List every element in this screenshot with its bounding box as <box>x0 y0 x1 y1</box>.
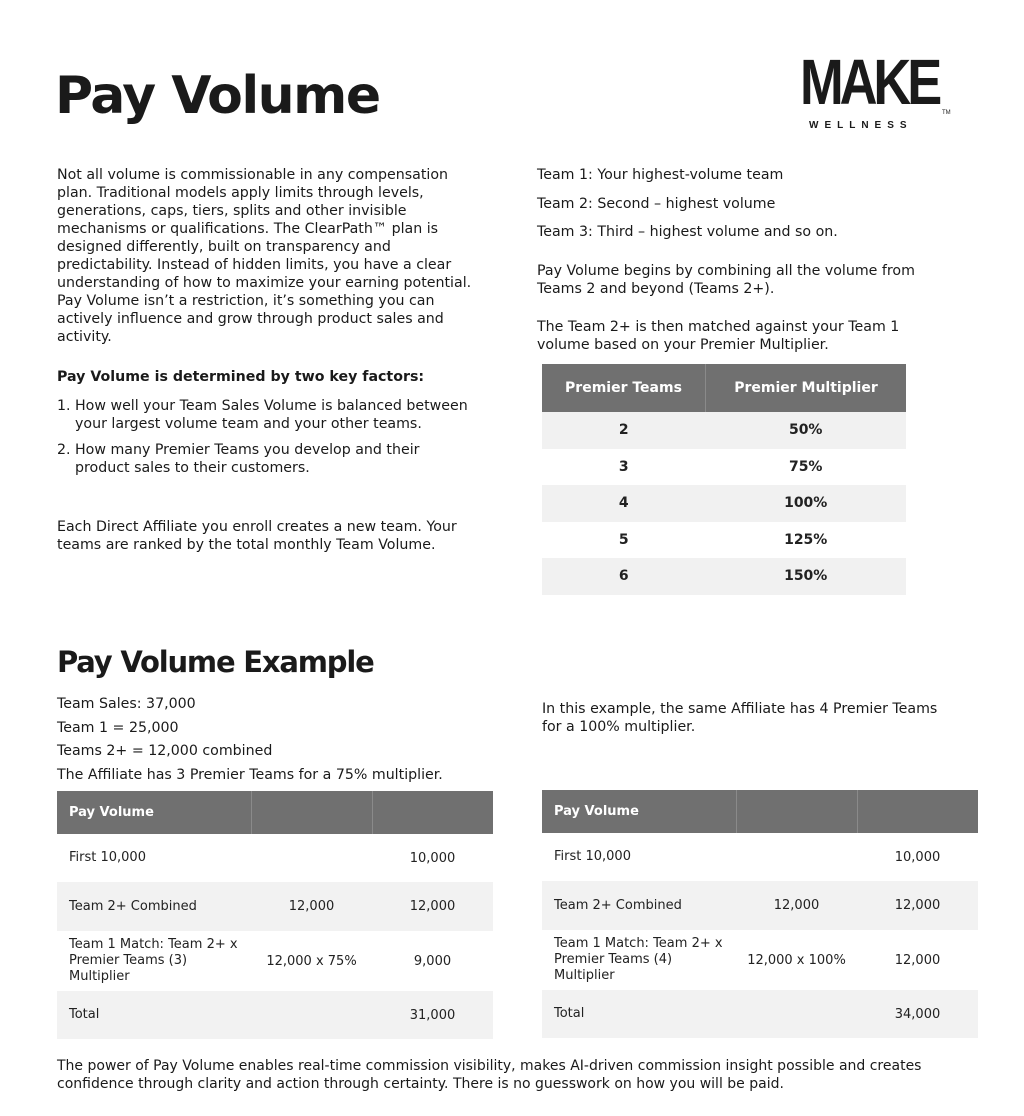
list-item <box>57 441 477 477</box>
premier-multiplier-table <box>542 364 906 595</box>
calc-cell: 12,000 <box>251 882 372 931</box>
table-row <box>542 522 906 559</box>
table-row <box>542 449 906 486</box>
multiplier-cell: 125% <box>784 531 828 548</box>
multiplier-cell: 75% <box>788 458 823 475</box>
example-line: Team Sales: 37,000 <box>57 696 196 712</box>
table-row <box>57 931 493 991</box>
value-cell: 12,000 <box>857 881 978 930</box>
calc-cell: 12,000 <box>736 881 857 930</box>
column-header: Premier Multiplier <box>705 364 906 412</box>
row-label: Team 1 Match: Team 2+ x Premier Teams (4) Multiplier <box>554 936 723 983</box>
team-3-line: Team 3: Third – highest volume and so on. <box>537 224 838 240</box>
match-paragraph: The Team 2+ is then matched against your Team 1 volume based on your Premier Multiplier. <box>537 319 900 353</box>
premier-teams-cell: 4 <box>542 485 705 522</box>
row-label: First 10,000 <box>554 849 631 864</box>
table-row <box>542 881 978 930</box>
list-text: How many Premier Teams you develop and their product sales to their customers. <box>75 442 420 476</box>
row-label: Team 1 Match: Team 2+ x Premier Teams (3) Multiplier <box>69 937 238 984</box>
table-row <box>542 833 978 881</box>
value-cell: 34,000 <box>857 990 978 1038</box>
premier-teams-cell: 5 <box>618 531 629 548</box>
column-header: Premier Teams <box>542 364 705 412</box>
value-cell: 12,000 <box>372 882 493 931</box>
calc-cell: 12,000 x 100% <box>747 952 846 968</box>
table-row <box>542 990 978 1038</box>
example-title: Pay Volume Example <box>57 645 374 679</box>
table-row <box>57 882 493 931</box>
value-cell: 12,000 <box>894 952 941 968</box>
logo-subtitle: WELLNESS <box>809 120 913 131</box>
example-line: Team 1 = 25,000 <box>57 720 179 736</box>
closing-paragraph: The power of Pay Volume enables real-time commission visibility, makes AI-driven commission insight possible and creates confidence through clarity and action through certainty. There is no guesswork on how you will be paid. <box>57 1058 922 1092</box>
calc-cell <box>251 834 372 882</box>
value-cell: 31,000 <box>372 991 493 1039</box>
calc-cell <box>736 833 857 881</box>
page-title: Pay Volume <box>55 66 380 126</box>
column-header: Pay Volume <box>57 791 251 834</box>
team-2-line: Team 2: Second – highest volume <box>537 196 776 212</box>
example-line: Teams 2+ = 12,000 combined <box>57 743 273 759</box>
enroll-paragraph: Each Direct Affiliate you enroll creates a new team. Your teams are ranked by the total monthly Team Volume. <box>57 519 457 553</box>
multiplier-cell: 150% <box>705 558 906 595</box>
make-wellness-logo <box>800 46 951 134</box>
row-label: Total <box>542 990 736 1038</box>
column-header-blank <box>736 790 857 833</box>
table-row <box>542 930 978 990</box>
example-right-text: In this example, the same Affiliate has 4 Premier Teams for a 100% multiplier. <box>542 701 938 735</box>
table-row <box>542 485 906 522</box>
intro-paragraph: Not all volume is commissionable in any compensation plan. Traditional models apply limits through levels, generations, caps, tiers, splits and other invisible mechanisms or qualifications. The ClearPath™ plan is designed differently, built on transparency and predictability. Instead of hidden limits, you have a clear understanding of how to maximize your earning potential. Pay Volume isn’t a restriction, it’s something you can actively influence and grow through product sales and activity. <box>57 167 472 345</box>
premier-teams-cell: 2 <box>542 412 705 449</box>
column-header: Pay Volume <box>542 790 736 833</box>
row-label: Total <box>57 991 251 1039</box>
logo-trademark: TM <box>942 110 951 116</box>
value-cell: 10,000 <box>894 849 941 865</box>
premier-teams-cell: 3 <box>618 458 629 475</box>
calc-cell <box>251 991 372 1039</box>
list-number: 2. <box>57 442 71 458</box>
team-1-line: Team 1: Your highest-volume team <box>537 167 784 183</box>
factors-heading: Pay Volume is determined by two key factors: <box>57 369 425 385</box>
list-number: 1. <box>57 398 71 414</box>
row-label: First 10,000 <box>69 850 146 865</box>
combine-paragraph: Pay Volume begins by combining all the volume from Teams 2 and beyond (Teams 2+). <box>537 263 915 297</box>
multiplier-cell: 50% <box>705 412 906 449</box>
calc-cell: 12,000 x 75% <box>266 953 357 969</box>
column-header-blank <box>251 791 372 834</box>
calc-cell <box>736 990 857 1038</box>
pay-volume-table-right <box>542 790 978 1038</box>
column-header-blank <box>857 790 978 833</box>
table-row <box>542 412 906 449</box>
table-row <box>542 558 906 595</box>
row-label: Team 2+ Combined <box>542 881 736 930</box>
example-line: The Affiliate has 3 Premier Teams for a 75% multiplier. <box>57 767 443 783</box>
value-cell: 10,000 <box>409 850 456 866</box>
list-item <box>57 397 477 433</box>
premier-teams-cell: 6 <box>542 558 705 595</box>
list-text: How well your Team Sales Volume is balanced between your largest volume team and your other teams. <box>75 398 468 432</box>
column-header-blank <box>372 791 493 834</box>
row-label: Team 2+ Combined <box>57 882 251 931</box>
value-cell: 9,000 <box>413 953 452 969</box>
table-row <box>57 834 493 882</box>
table-row <box>57 991 493 1039</box>
pay-volume-table-left <box>57 791 493 1039</box>
factors-list <box>57 397 477 485</box>
logo-wordmark: MAKE <box>800 46 939 118</box>
multiplier-cell: 100% <box>705 485 906 522</box>
